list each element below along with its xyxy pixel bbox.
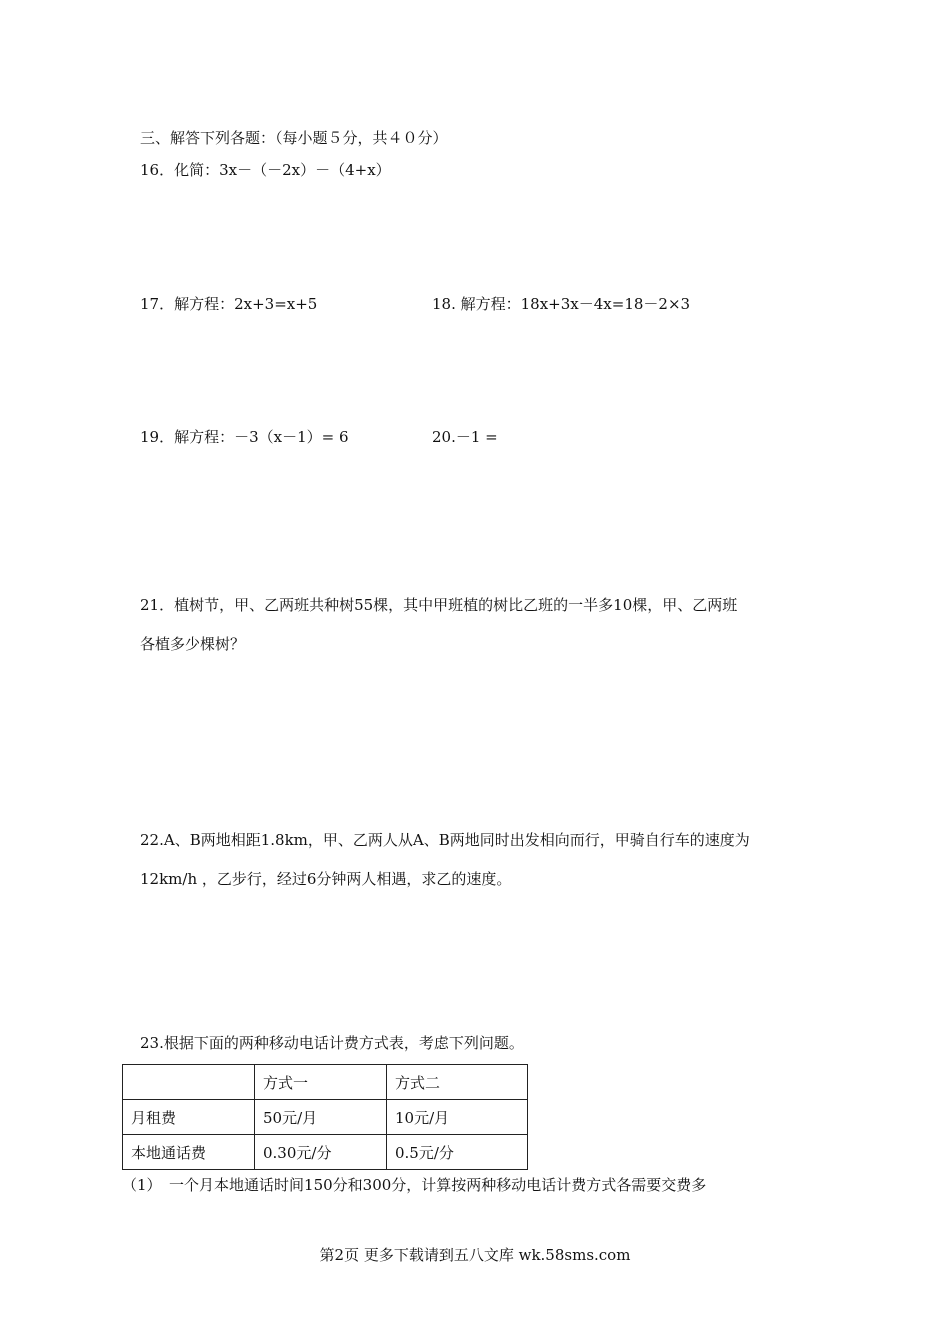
table-header-row (123, 1065, 528, 1100)
page-footer: 第2页 更多下载请到五八文库 wk.58sms.com (319, 1246, 631, 1264)
question-16: 16．化简：3x－（－2x）－（4+x） (140, 161, 391, 179)
table-header-cell (123, 1065, 255, 1100)
fee-table (122, 1064, 528, 1170)
question-18: 18. 解方程：18x+3x－4x=18－2×3 (432, 295, 691, 313)
table-cell: 50元/月 (255, 1100, 387, 1135)
question-22-line-2: 12km/h ，乙步行，经过6分钟两人相遇，求乙的速度。 (140, 870, 512, 888)
section-title: 三、解答下列各题：（每小题５分，共４０分） (140, 129, 448, 147)
table-header-cell: 方式二 (387, 1065, 528, 1100)
table-cell: 0.30元/分 (255, 1135, 387, 1170)
question-23-intro: 23.根据下面的两种移动电话计费方式表，考虑下列问题。 (140, 1034, 524, 1052)
question-21-line-2: 各植多少棵树？ (140, 635, 246, 653)
question-17: 17．解方程：2x+3=x+5 (140, 295, 318, 313)
question-21-line-1: 21．植树节，甲、乙两班共种树55棵，其中甲班植的树比乙班的一半多10棵，甲、乙两班 (140, 596, 738, 614)
table-row (123, 1135, 528, 1170)
question-19: 19．解方程：－3（x－1）= 6 (140, 428, 349, 446)
table-row (123, 1100, 528, 1135)
question-23-sub-1: （1） 一个月本地通话时间150分和300分，计算按两种移动电话计费方式各需要交费多 (122, 1176, 707, 1194)
table-header-cell: 方式一 (255, 1065, 387, 1100)
table-cell: 本地通话费 (123, 1135, 255, 1170)
question-22-line-1: 22.A、B两地相距1.8km，甲、乙两人从A、B两地同时出发相向而行，甲骑自行车的速度为 (140, 831, 750, 849)
table-cell: 月租费 (123, 1100, 255, 1135)
question-20: 20.－1 = (432, 428, 498, 446)
table-cell: 0.5元/分 (387, 1135, 528, 1170)
table-cell: 10元/月 (387, 1100, 528, 1135)
